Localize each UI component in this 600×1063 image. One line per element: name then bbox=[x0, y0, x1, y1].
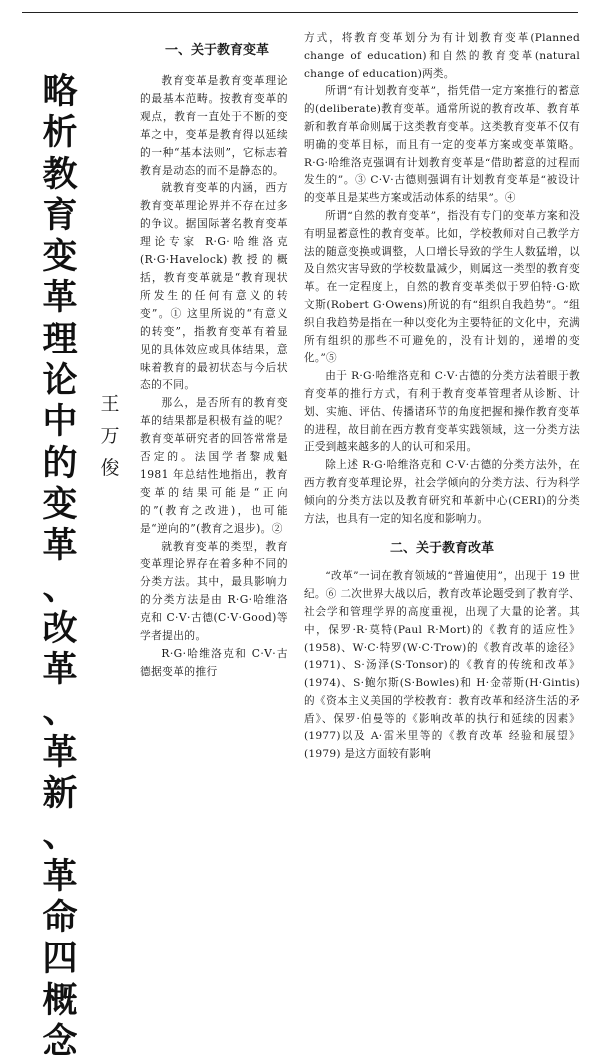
left-column bbox=[140, 38, 288, 681]
section-heading-2: 二、关于教育改革 bbox=[389, 541, 494, 557]
title-character: 念 bbox=[42, 1021, 78, 1062]
paragraph: 除上述 R·G·哈维洛克和 C·V·古德的分类方法外，在西方教育变革理论界，社会学倾向的分类方法、行为科学倾向的分类方法以及教育研究和革新中心(CERI)的分类方法，也具有一定的知名度和影响力。 bbox=[304, 459, 580, 525]
title-character: 育 bbox=[42, 195, 78, 236]
author-name bbox=[96, 388, 124, 484]
paragraph: R·G·哈维洛克和 C·V·古德据变革的推行 bbox=[140, 647, 288, 678]
title-character: 析 bbox=[42, 113, 78, 154]
title-character: 中 bbox=[42, 402, 78, 443]
title-character: 四 bbox=[42, 939, 78, 980]
title-character: 革 bbox=[42, 732, 78, 773]
paragraph: 所谓“有计划教育变革”，指凭借一定方案推行的蓄意的(deliberate)教育变革。通常所说的教育改革、教育革新和教育革命则属于这类教育变革。这类教育变革不仅有明确的变革目标，而且有一定的变革方案或变革策略。R·G·哈维洛克强调有计划教育变革是“借助蓄意的过程而发生的”。③ C·V·古德则强调有计划教育变革是“被设计的变革且是某些方案或活动体系的结果”。④ bbox=[304, 85, 580, 205]
title-character: 改 bbox=[42, 608, 78, 649]
title-character: 变 bbox=[42, 237, 78, 278]
paragraph: 方式，将教育变革划分为有计划教育变革(Planned change of education)和自然的教育变革(natural change of education)两类。 bbox=[304, 32, 580, 80]
title-character: 命 bbox=[42, 897, 78, 938]
paragraph: 由于 R·G·哈维洛克和 C·V·古德的分类方法着眼于教育变革的推行方式，有利于教育变革管理者从诊断、计划、实施、评估、传播诸环节的角度把握和操作教育变革的进程，故目前在西方教育变革实践领域，这一分类方法正受到越来越多的人的认可和采用。 bbox=[304, 370, 580, 454]
title-character: 新 bbox=[42, 774, 78, 815]
title-character: 革 bbox=[42, 650, 78, 691]
paragraph: 教育变革是教育变革理论的最基本范畴。按教育变革的观点，教育一直处于不断的变革之中，变革是教育得以延续的一种“基本法则”，它标志着教育是动态的而不是静态的。 bbox=[140, 74, 288, 177]
title-character: 论 bbox=[42, 361, 78, 402]
author-character: 王 bbox=[100, 393, 120, 415]
left-paragraphs bbox=[140, 72, 288, 681]
title-character: 革 bbox=[42, 526, 78, 567]
paragraph: “改革”一词在教育领域的“普遍使用”，出现于 19 世纪。⑥ 二次世界大战以后，教育改革论题受到了教育学、社会学和管理学界的高度重视，出现了大量的论著。其中，保罗·R·莫特(Paul R·Mort)的《教育的适应性》(1958)、W·C·特罗(W·C·Trow)的《教育改革的途径》(1971)、S·汤泽(S·Tonsor)的《教育的传统和改革》(1974)、S·鲍尔斯(S·Bowles)和 H·金蒂斯(H·Gintis)的《资本主义美国的学校教育：教育改革和经济生活的矛盾》、保罗·伯曼等的《影响改革的执行和延续的因素》(1977)以及 A·雷米里等的《教育改革 经验和展望》(1979) 是这方面较有影响 bbox=[304, 570, 580, 761]
paragraph: 所谓“自然的教育变革”，指没有专门的变革方案和没有明显蓄意性的教育变革。比如，学校教师对自己教学方法的随意变换或调整，人口增长导致的学生人数猛增，以及自然灾害导致的学校数量减少，则属这一类型的教育变革。在一定程度上，自然的教育变革类似于罗伯特·G·欧文斯(Robert G·Owens)所说的有“组织自我趋势”。“组织自我趋势是指在一种以变化为主要特征的文化中，充满所有组织的那些不可避免的，没有计划的，递增的变化。”⑤ bbox=[304, 209, 580, 365]
title-character: 教 bbox=[42, 154, 78, 195]
right-paragraphs-bottom bbox=[304, 568, 580, 764]
title-character: 的 bbox=[42, 443, 78, 484]
title-character: 、 bbox=[42, 815, 78, 856]
title-character: 革 bbox=[42, 278, 78, 319]
section-heading-1: 一、关于教育变革 bbox=[164, 43, 269, 58]
right-column bbox=[304, 30, 580, 764]
article-title bbox=[32, 72, 88, 1063]
title-character: 概 bbox=[42, 980, 78, 1021]
title-character: 略 bbox=[42, 72, 78, 112]
author-character: 俊 bbox=[100, 457, 120, 479]
paragraph: 那么，是否所有的教育变革的结果都是积极有益的呢？教育变革研究者的回答常常是否定的。法国学者黎成魁 1981 年总结性地指出，教育变革的结果可能是“正向的”(教育之改进)，也可能是“逆向的”(教育之退步)。② bbox=[140, 396, 288, 535]
paragraph: 就教育变革的内涵，西方教育变革理论界并不存在过多的争议。据国际著名教育变革理论专家 R·G·哈维洛克(R·G·Havelock)教授的概括，教育变革就是“教育现状所发生的任何有意义的转变”。① 这里所说的“有意义的转变”，指教育变革有着显见的具体效应或具体结果，意味着教育的最初状态与今后状态的不同。 bbox=[140, 181, 288, 392]
title-character: 、 bbox=[42, 691, 78, 732]
title-character: 、 bbox=[42, 567, 78, 608]
paragraph: 就教育变革的类型，教育变革理论界存在着多种不同的分类方法。其中，最具影响力的分类方法是由 R·G·哈维洛克和 C·V·古德(C·V·Good)等学者提出的。 bbox=[140, 539, 288, 643]
right-paragraphs-top bbox=[304, 30, 580, 528]
title-character: 革 bbox=[42, 856, 78, 897]
author-character: 万 bbox=[100, 425, 120, 447]
title-character: 理 bbox=[42, 319, 78, 360]
top-rule bbox=[22, 12, 578, 13]
title-character: 变 bbox=[42, 484, 78, 525]
